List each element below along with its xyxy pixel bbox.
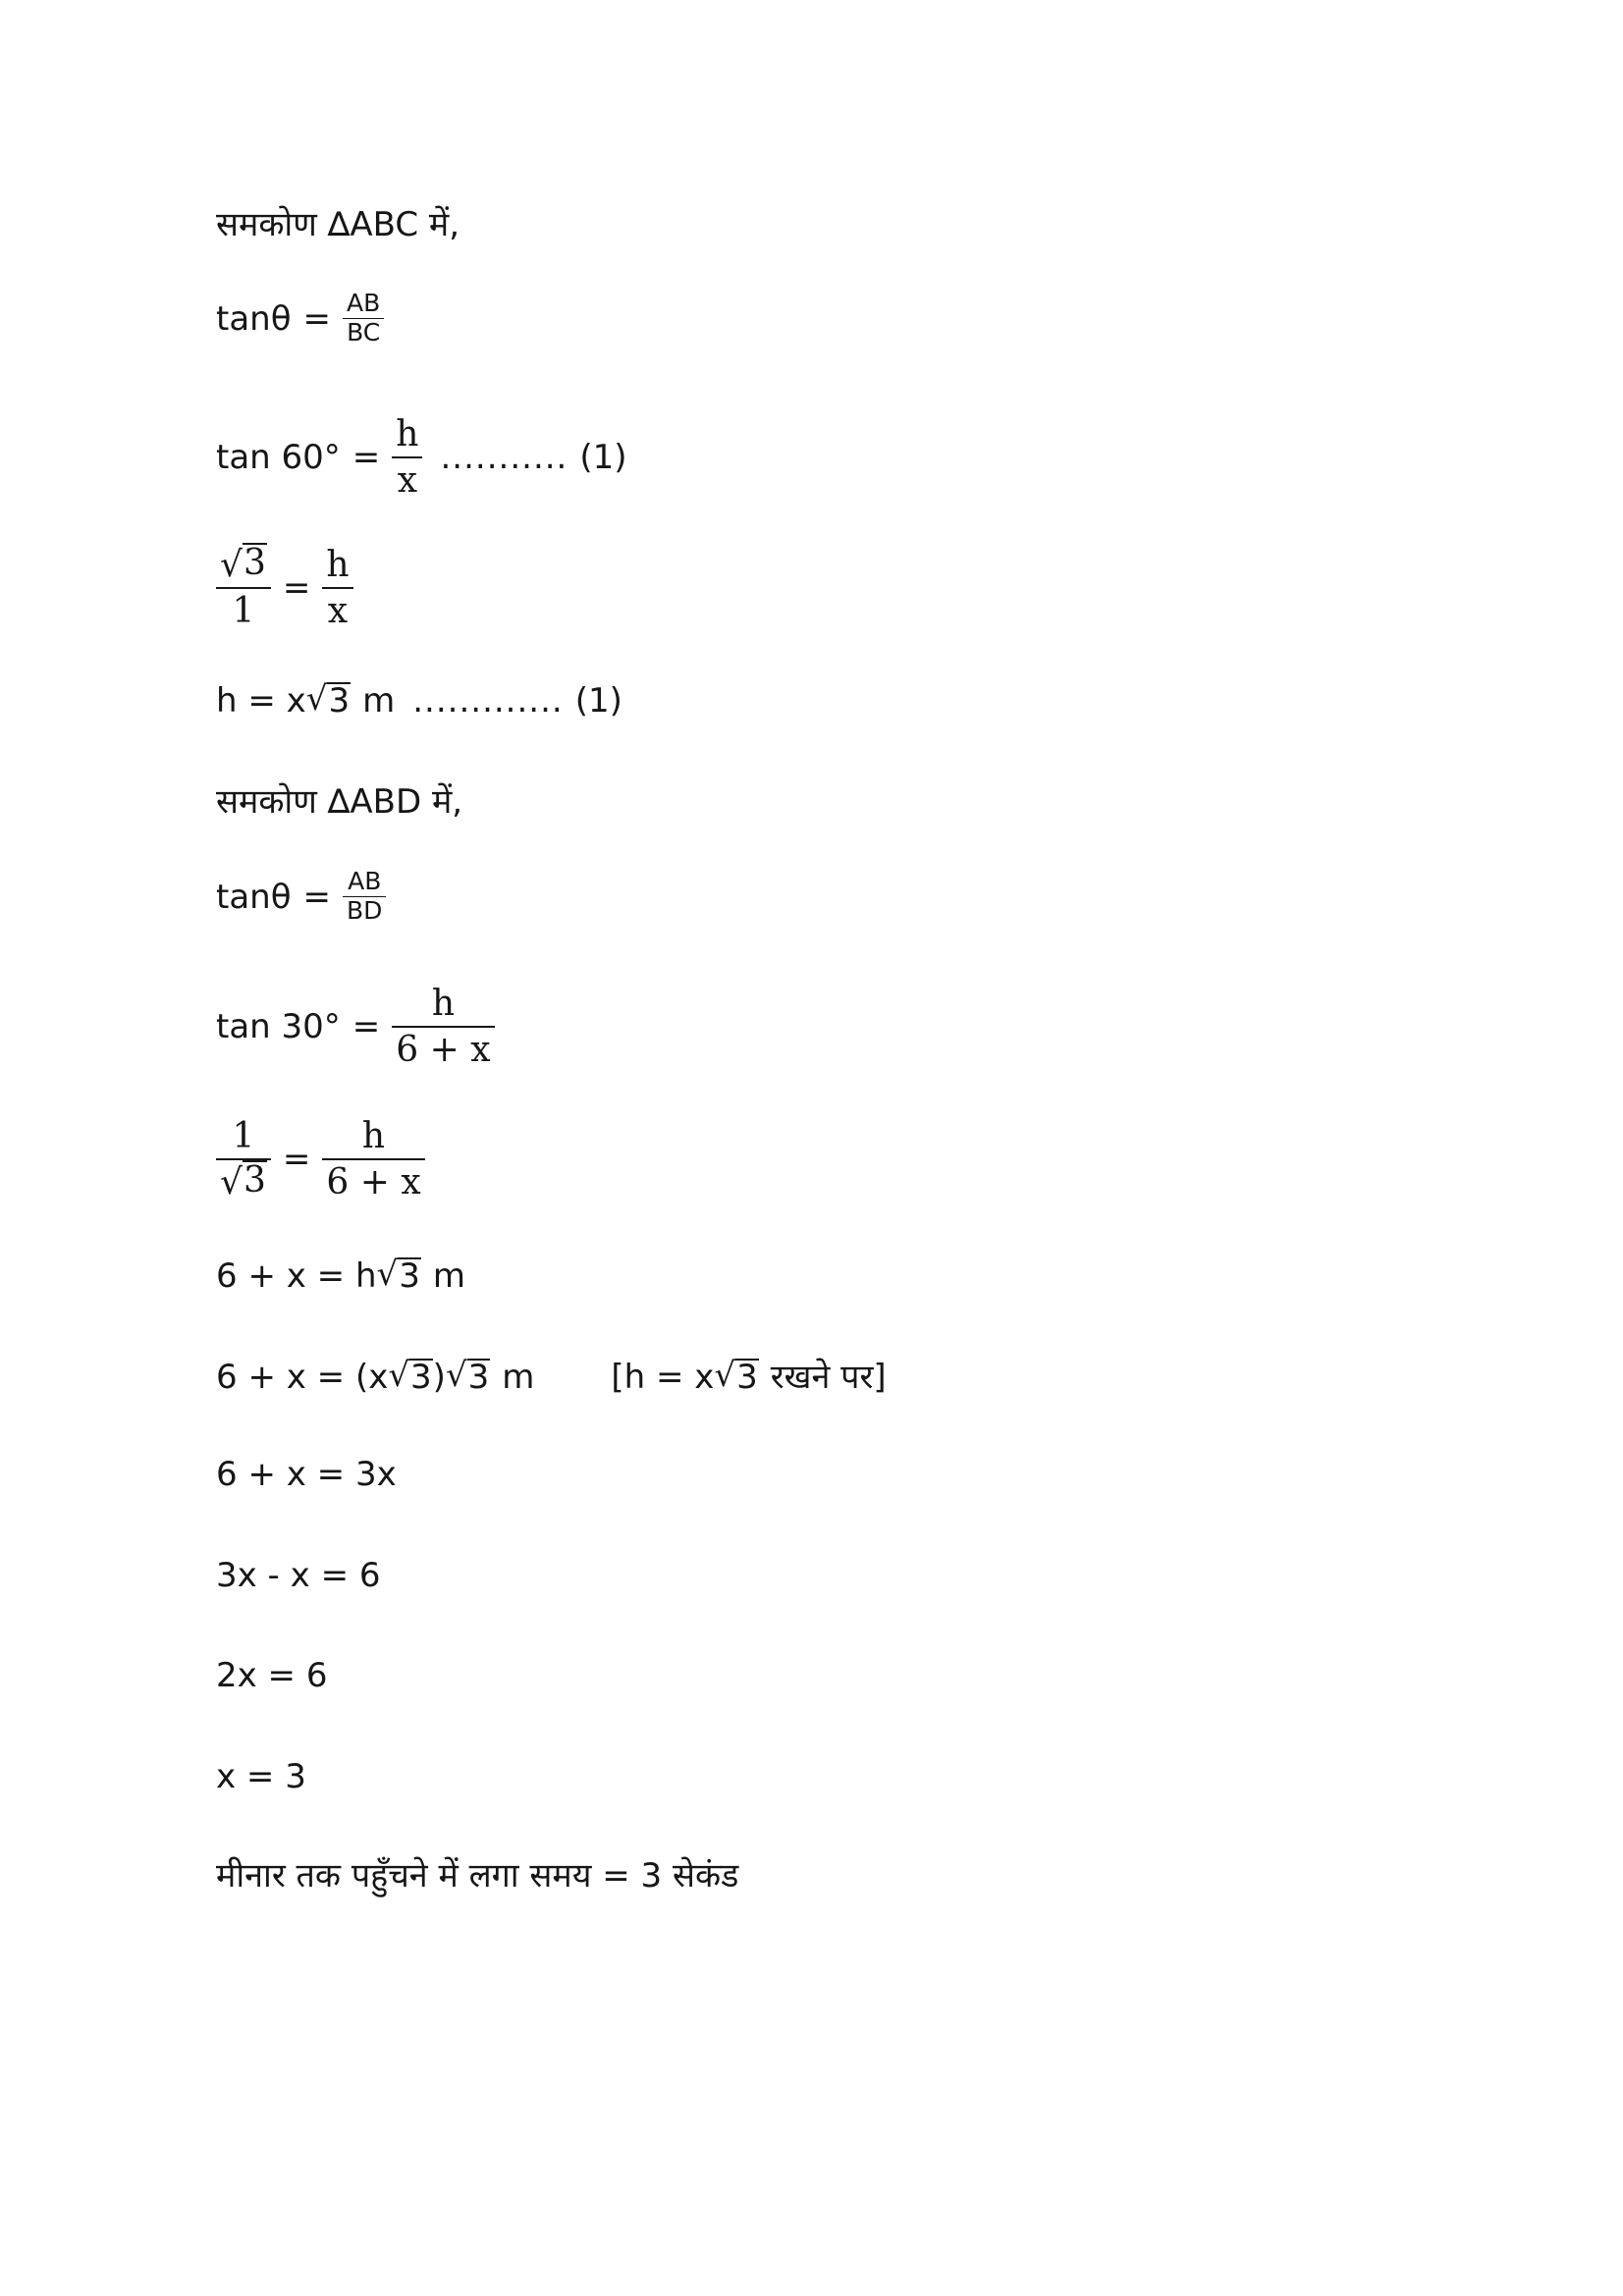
radicand: 3	[410, 1358, 432, 1397]
equals-sign: =	[282, 1140, 311, 1179]
fraction	[392, 412, 422, 503]
fraction-denominator: x	[397, 460, 418, 501]
fraction-denominator: 6 + x	[396, 1030, 491, 1070]
fraction-denominator: 1	[232, 591, 255, 631]
fraction-denominator: x	[327, 591, 349, 631]
radicand: 3	[243, 543, 266, 583]
fraction	[216, 1114, 271, 1204]
heading-text: समकोण ∆ABC में,	[216, 205, 460, 244]
radical-sign: √	[220, 1162, 243, 1202]
fraction-numerator: h	[431, 984, 456, 1024]
conclusion-text: मीनार तक पहुँचने में लगा समय = 3 सेकंड	[216, 1856, 739, 1896]
equation-lhs: h = x	[216, 680, 306, 721]
equation-tan-30	[216, 982, 495, 1072]
fraction-denominator: BC	[347, 318, 381, 347]
fraction	[216, 543, 271, 633]
radical-sign: √	[220, 545, 243, 585]
equation-line-14	[216, 1656, 328, 1695]
fraction-numerator: AB	[348, 867, 382, 895]
equation-tan-60	[216, 412, 627, 503]
unit: m	[502, 1357, 535, 1397]
heading-triangle-abc	[216, 205, 460, 244]
equals-sign: =	[302, 298, 332, 339]
equation-lhs: tanθ	[216, 877, 292, 917]
fraction-numerator: h	[396, 414, 419, 454]
radical	[714, 1356, 758, 1397]
equals-sign: =	[352, 438, 381, 477]
fraction-numerator: AB	[347, 289, 381, 317]
radical-sign: √	[388, 1356, 410, 1395]
equation-text: x = 3	[216, 1757, 306, 1796]
radical	[220, 1160, 267, 1204]
equation-1-over-root3	[216, 1114, 425, 1204]
fraction-numerator: 1	[232, 1116, 255, 1156]
equation-line-11	[216, 1356, 887, 1397]
equals-sign: =	[302, 877, 332, 917]
equation-lhs: tan 30°	[216, 1007, 341, 1046]
fraction	[322, 1114, 424, 1204]
equals-sign: =	[282, 568, 311, 608]
equation-lhs: 6 + x = (x	[216, 1357, 389, 1397]
fraction-denominator: 6 + x	[326, 1162, 421, 1202]
fraction-denominator: BD	[347, 896, 383, 926]
radical	[377, 1257, 421, 1295]
equals-sign: =	[352, 1007, 381, 1046]
radical-sign: √	[445, 1356, 467, 1395]
conclusion-line	[216, 1856, 739, 1896]
radicand: 3	[399, 1256, 420, 1296]
heading-text: समकोण ∆ABD में,	[216, 782, 463, 822]
fraction	[322, 543, 352, 633]
fraction-numerator: h	[361, 1116, 386, 1156]
fraction-numerator: h	[326, 545, 350, 585]
radical	[445, 1356, 490, 1397]
radicand: 3	[736, 1358, 758, 1397]
fraction-numerator	[216, 543, 271, 587]
equation-line-12	[216, 1455, 397, 1494]
equation-line-10	[216, 1257, 465, 1295]
equation-lhs: 6 + x = h	[216, 1255, 377, 1296]
equation-tag: (1)	[574, 680, 622, 721]
radical	[220, 543, 267, 587]
fraction	[343, 868, 386, 926]
radical	[388, 1356, 432, 1397]
fraction	[392, 982, 494, 1072]
leader-dots: ...........	[440, 438, 568, 477]
equation-tag: (1)	[579, 438, 627, 477]
heading-triangle-abd	[216, 782, 463, 822]
radical	[305, 679, 351, 721]
equation-h-value	[216, 679, 622, 721]
radical-sign: √	[714, 1356, 736, 1395]
equation-tan-theta-abd	[216, 868, 386, 926]
equation-tan-theta-abc	[216, 290, 384, 347]
fraction-denominator	[216, 1160, 271, 1204]
substitution-note: [h = x	[611, 1357, 715, 1397]
equation-lhs: tan 60°	[216, 438, 341, 477]
radicand: 3	[328, 681, 351, 721]
radical-sign: √	[376, 1255, 399, 1294]
radicand: 3	[467, 1358, 490, 1397]
radical-sign: √	[305, 679, 328, 719]
substitution-note-text: रखने पर]	[770, 1357, 887, 1397]
equation-line-15	[216, 1757, 306, 1796]
unit: m	[362, 680, 396, 721]
leader-dots: .............	[412, 680, 564, 721]
equation-text: 2x = 6	[216, 1656, 328, 1695]
equation-text: 3x - x = 6	[216, 1556, 381, 1595]
unit: m	[432, 1255, 465, 1296]
equation-root3-over-1	[216, 543, 353, 633]
equation-lhs: tanθ	[216, 298, 292, 339]
fraction	[343, 290, 384, 347]
close-paren: )	[432, 1357, 446, 1397]
equation-line-13	[216, 1556, 381, 1595]
radicand: 3	[243, 1160, 266, 1201]
equation-text: 6 + x = 3x	[216, 1455, 397, 1494]
